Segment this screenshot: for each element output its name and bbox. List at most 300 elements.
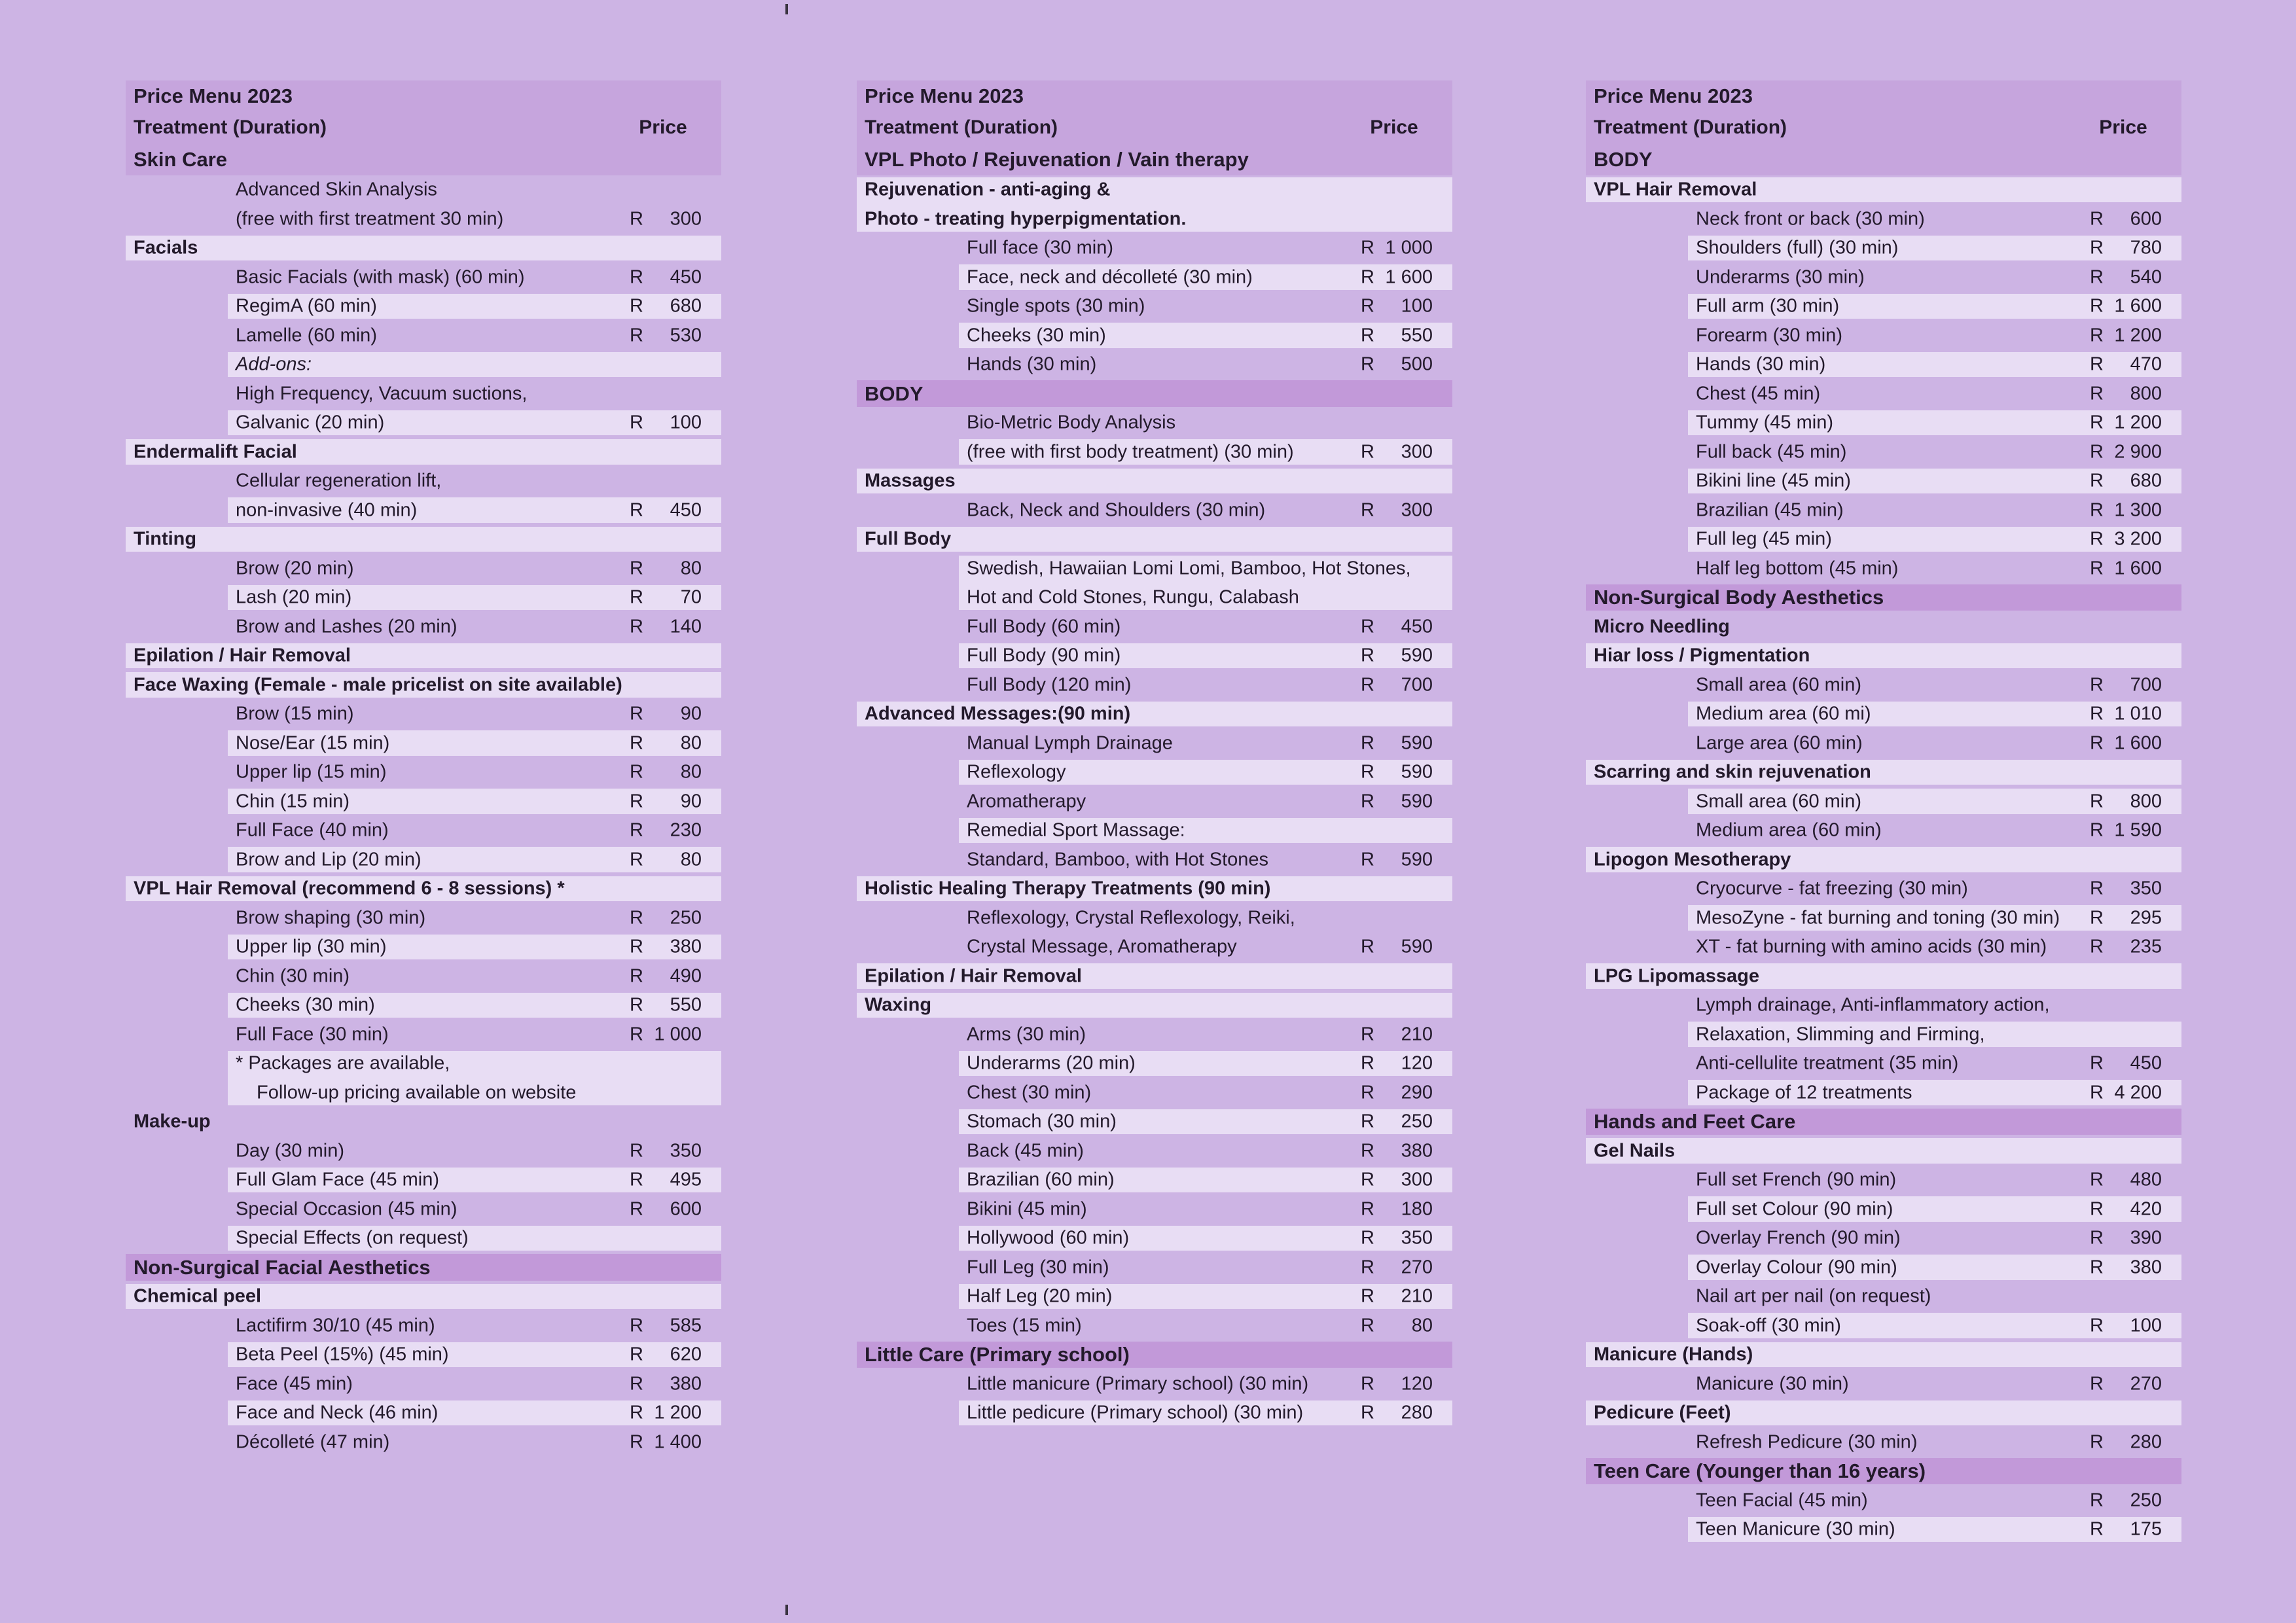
treatment-row [126, 1311, 721, 1340]
price-value: 1 600 [1385, 266, 1433, 288]
row-label: Make-up [134, 1111, 211, 1132]
row-label: Brow and Lashes (20 min) [236, 616, 457, 637]
treatment-row [857, 1020, 1452, 1049]
price-value: 250 [670, 907, 702, 929]
treatment-row [857, 583, 1452, 613]
row-label: Brow (15 min) [236, 703, 354, 724]
row-label: VPL Hair Removal (recommend 6 - 8 sessions) * [134, 878, 565, 899]
price-cell [1361, 674, 1433, 696]
treatment-row [1586, 903, 2181, 933]
price-value: 80 [680, 849, 702, 870]
price-currency: R [2090, 1198, 2104, 1220]
price-cell [1361, 1373, 1433, 1395]
price-value: 175 [2130, 1518, 2162, 1540]
subhead-row [1586, 1136, 2181, 1166]
price-cell [630, 849, 702, 870]
treatment-row [1586, 933, 2181, 962]
price-cell [1361, 1198, 1433, 1220]
price-value: 495 [670, 1169, 702, 1190]
price-currency: R [630, 849, 643, 870]
price-currency: R [2090, 1169, 2104, 1190]
row-label: Hands (30 min) [1696, 353, 1826, 375]
row-label: (free with first treatment 30 min) [236, 208, 504, 230]
row-label: (free with first body treatment) (30 min) [967, 441, 1294, 463]
price-currency: R [2090, 791, 2104, 812]
price-value: 620 [670, 1344, 702, 1365]
price-cell [630, 208, 702, 230]
row-label: Standard, Bamboo, with Hot Stones [967, 849, 1269, 870]
price-currency: R [1361, 761, 1374, 783]
price-cell [630, 1169, 702, 1191]
row-label: Manicure (30 min) [1696, 1373, 1849, 1395]
row-highlight-band [857, 993, 1452, 1018]
section-row [857, 379, 1452, 408]
subhead-row [1586, 758, 2181, 787]
treatment-row [126, 1340, 721, 1370]
treatment-column-label: Treatment (Duration) [134, 116, 327, 139]
price-cell [1361, 936, 1433, 958]
row-label: Special Occasion (45 min) [236, 1198, 457, 1220]
price-cell [1361, 238, 1433, 259]
subhead-row [857, 700, 1452, 729]
price-value: 680 [670, 295, 702, 317]
treatment-row [1586, 350, 2181, 380]
row-label: Rejuvenation - anti-aging & [865, 179, 1111, 200]
price-cell [2090, 1169, 2162, 1191]
treatment-row [857, 787, 1452, 816]
row-label: Hollywood (60 min) [967, 1227, 1130, 1249]
row-label: Bikini line (45 min) [1696, 470, 1851, 491]
price-value: 700 [1401, 674, 1433, 696]
price-cell [1361, 1111, 1433, 1133]
subhead-row [1586, 1399, 2181, 1428]
subhead-row [857, 204, 1452, 234]
price-value: 80 [680, 732, 702, 754]
subhead-row [126, 234, 721, 263]
treatment-row [857, 933, 1452, 962]
treatment-row [1586, 1049, 2181, 1079]
row-label: Full Face (30 min) [236, 1024, 389, 1045]
price-currency: R [630, 412, 643, 433]
price-cell [1361, 296, 1433, 317]
price-currency: R [1361, 1402, 1374, 1423]
section-row [1586, 1107, 2181, 1137]
price-currency: R [1361, 499, 1374, 521]
price-value: 2 900 [2114, 441, 2162, 463]
price-cell [630, 791, 702, 812]
crop-mark-top [785, 4, 788, 14]
row-label: Massages [865, 470, 956, 491]
row-label: Micro Needling [1594, 616, 1730, 637]
price-currency: R [1361, 237, 1374, 259]
subhead-row [1586, 1340, 2181, 1370]
row-label: Upper lip (30 min) [236, 936, 387, 957]
treatment-row [1586, 787, 2181, 816]
treatment-row [857, 1253, 1452, 1282]
treatment-row [126, 1166, 721, 1195]
row-label: Brow and Lip (20 min) [236, 849, 422, 870]
subhead-row [857, 467, 1452, 496]
price-value: 680 [2130, 470, 2162, 491]
price-cell [2090, 471, 2162, 492]
price-value: 290 [1401, 1082, 1433, 1103]
price-currency: R [630, 994, 643, 1016]
price-cell [1361, 354, 1433, 376]
price-cell [630, 587, 702, 609]
row-label: Arms (30 min) [967, 1024, 1086, 1045]
treatment-row [126, 728, 721, 758]
price-cell [2090, 1489, 2162, 1511]
price-cell [630, 1402, 702, 1424]
treatment-row [126, 321, 721, 350]
price-cell [2090, 441, 2162, 463]
price-currency: R [630, 1315, 643, 1336]
price-cell [2090, 791, 2162, 812]
row-label: Galvanic (20 min) [236, 412, 385, 433]
treatment-row [857, 437, 1452, 467]
price-cell [1361, 1286, 1433, 1308]
price-value: 800 [2130, 383, 2162, 404]
section-row [857, 1340, 1452, 1370]
price-cell [2090, 1519, 2162, 1541]
row-label: Full Leg (30 min) [967, 1257, 1109, 1278]
row-label: High Frequency, Vacuum suctions, [236, 383, 528, 404]
price-currency: R [1361, 1257, 1374, 1278]
subhead-row [126, 1107, 721, 1137]
price-value: 350 [1401, 1227, 1433, 1249]
price-currency: R [1361, 325, 1374, 346]
row-label: Chest (30 min) [967, 1082, 1092, 1103]
row-label: Pedicure (Feet) [1594, 1402, 1731, 1423]
price-value: 1 600 [2114, 558, 2162, 579]
row-label: Soak-off (30 min) [1696, 1315, 1841, 1336]
row-label: Package of 12 treatments [1696, 1082, 1912, 1103]
row-label: Overlay Colour (90 min) [1696, 1257, 1897, 1278]
treatment-row [1586, 204, 2181, 234]
price-currency: R [1361, 616, 1374, 637]
treatment-row [1586, 728, 2181, 758]
price-value: 590 [1401, 761, 1433, 783]
price-value: 800 [2130, 791, 2162, 812]
treatment-row [126, 1427, 721, 1457]
price-currency: R [630, 325, 643, 346]
treatment-row [1586, 495, 2181, 525]
column-header [126, 80, 721, 175]
row-label: Full Body (120 min) [967, 674, 1132, 696]
price-cell [630, 412, 702, 434]
row-label: XT - fat burning with amino acids (30 min) [1696, 936, 2047, 957]
treatment-row [1586, 816, 2181, 846]
price-currency: R [1361, 674, 1374, 696]
price-value: 1 000 [654, 1024, 702, 1045]
price-cell [630, 1024, 702, 1045]
price-currency: R [630, 1344, 643, 1365]
price-cell [2090, 1198, 2162, 1220]
price-cell [630, 499, 702, 521]
row-label: Large area (60 min) [1696, 732, 1863, 754]
price-value: 585 [670, 1315, 702, 1336]
treatment-row [126, 961, 721, 991]
treatment-row [857, 670, 1452, 700]
price-currency: R [630, 558, 643, 579]
subhead-row [126, 641, 721, 671]
price-value: 450 [2130, 1052, 2162, 1074]
price-currency: R [630, 1024, 643, 1045]
row-label: Chin (15 min) [236, 791, 350, 812]
row-label: Nose/Ear (15 min) [236, 732, 390, 754]
subhead-row [1586, 845, 2181, 874]
price-cell [1361, 1257, 1433, 1278]
row-label: Endermalift Facial [134, 441, 297, 463]
row-highlight-band [1586, 1138, 2181, 1164]
price-currency: R [1361, 1052, 1374, 1074]
price-column-label: Price [1370, 116, 1418, 139]
price-value: 100 [1401, 295, 1433, 317]
row-label: Full set French (90 min) [1696, 1169, 1897, 1190]
row-highlight-band [126, 527, 721, 552]
price-value: 1 600 [2114, 732, 2162, 754]
treatment-row [857, 554, 1452, 583]
price-currency: R [630, 965, 643, 987]
price-currency: R [2090, 878, 2104, 899]
treatment-column-label: Treatment (Duration) [1594, 116, 1787, 139]
row-label: Face and Neck (46 min) [236, 1402, 439, 1423]
price-value: 600 [2130, 208, 2162, 230]
price-value: 1 000 [1385, 237, 1433, 259]
treatment-row [1586, 874, 2181, 904]
treatment-row [857, 408, 1452, 438]
subhead-row [1586, 175, 2181, 205]
price-value: 100 [670, 412, 702, 433]
section-row [1586, 1457, 2181, 1486]
subhead-row [1586, 641, 2181, 671]
price-cell [630, 558, 702, 579]
treatment-row [126, 1136, 721, 1166]
row-label: VPL Hair Removal [1594, 179, 1757, 200]
treatment-row [126, 467, 721, 496]
treatment-row [126, 1049, 721, 1079]
price-currency: R [2090, 353, 2104, 375]
price-value: 4 200 [2114, 1082, 2162, 1103]
row-label: Cheeks (30 min) [967, 325, 1106, 346]
price-value: 450 [1401, 616, 1433, 637]
row-label: Medium area (60 min) [1696, 819, 1882, 841]
treatment-row [1586, 1166, 2181, 1195]
treatment-row [1586, 234, 2181, 263]
row-label: Décolleté (47 min) [236, 1431, 390, 1453]
price-currency: R [2090, 295, 2104, 317]
subhead-row [857, 525, 1452, 554]
price-cell [630, 965, 702, 987]
price-cell [1361, 1024, 1433, 1045]
price-value: 420 [2130, 1198, 2162, 1220]
price-currency: R [1361, 353, 1374, 375]
price-currency: R [2090, 470, 2104, 491]
row-label: Beta Peel (15%) (45 min) [236, 1344, 449, 1365]
price-currency: R [1361, 1227, 1374, 1249]
price-value: 380 [1401, 1140, 1433, 1162]
price-cell [630, 616, 702, 637]
row-label: Small area (60 min) [1696, 674, 1862, 696]
row-label: Underarms (20 min) [967, 1052, 1136, 1074]
price-value: 280 [1401, 1402, 1433, 1423]
price-value: 270 [2130, 1373, 2162, 1395]
treatment-row [857, 1194, 1452, 1224]
subhead-row [1586, 961, 2181, 991]
price-currency: R [2090, 1257, 2104, 1278]
subhead-row [857, 961, 1452, 991]
price-cell [630, 820, 702, 842]
price-value: 780 [2130, 237, 2162, 259]
price-cell [1361, 1315, 1433, 1336]
price-value: 210 [1401, 1285, 1433, 1307]
row-label: Swedish, Hawaiian Lomi Lomi, Bamboo, Hot Stones, [967, 558, 1411, 579]
row-label: Face, neck and décolleté (30 min) [967, 266, 1253, 288]
price-currency: R [1361, 849, 1374, 870]
price-value: 590 [1401, 732, 1433, 754]
price-value: 300 [670, 208, 702, 230]
subhead-row [1586, 612, 2181, 641]
treatment-row [857, 292, 1452, 321]
treatment-row [857, 495, 1452, 525]
treatment-row [1586, 1020, 2181, 1049]
price-currency: R [2090, 674, 2104, 696]
category-title: Skin Care [134, 147, 228, 171]
price-cell [630, 732, 702, 754]
price-currency: R [2090, 1227, 2104, 1249]
treatment-row [126, 175, 721, 205]
price-cell [1361, 849, 1433, 870]
subhead-row [857, 874, 1452, 904]
price-cell [630, 936, 702, 958]
price-value: 280 [2130, 1431, 2162, 1453]
price-cell [2090, 936, 2162, 958]
price-value: 70 [680, 586, 702, 608]
treatment-row [857, 1107, 1452, 1137]
crop-mark-bottom [785, 1605, 788, 1615]
treatment-row [1586, 670, 2181, 700]
price-value: 1 200 [2114, 412, 2162, 433]
treatment-row [1586, 1078, 2181, 1107]
treatment-row [857, 845, 1452, 874]
price-value: 250 [2130, 1489, 2162, 1511]
price-currency: R [630, 761, 643, 783]
row-label: Lymph drainage, Anti-inflammatory action, [1696, 994, 2050, 1016]
row-label: Lipogon Mesotherapy [1594, 849, 1791, 870]
subhead-row [126, 670, 721, 700]
row-label: Chemical peel [134, 1285, 262, 1307]
treatment-row [1586, 554, 2181, 583]
treatment-row [1586, 437, 2181, 467]
price-value: 1 400 [654, 1431, 702, 1453]
row-label: Brow (20 min) [236, 558, 354, 579]
row-label: Full Body (60 min) [967, 616, 1121, 637]
row-label: Hands and Feet Care [1594, 1110, 1796, 1133]
treatment-row [126, 204, 721, 234]
treatment-row [126, 758, 721, 787]
price-value: 1 590 [2114, 819, 2162, 841]
price-value: 480 [2130, 1169, 2162, 1190]
price-currency: R [630, 586, 643, 608]
price-value: 470 [2130, 353, 2162, 375]
price-cell [2090, 558, 2162, 579]
row-label: Day (30 min) [236, 1140, 344, 1162]
row-label: Basic Facials (with mask) (60 min) [236, 266, 525, 288]
price-cell [2090, 674, 2162, 696]
row-label: Non-Surgical Body Aesthetics [1594, 586, 1884, 609]
price-cell [630, 995, 702, 1016]
price-currency: R [2090, 499, 2104, 521]
row-label: Waxing [865, 994, 932, 1016]
price-cell [1361, 499, 1433, 521]
treatment-row [1586, 467, 2181, 496]
price-value: 235 [2130, 936, 2162, 957]
treatment-row [857, 1166, 1452, 1195]
price-cell [630, 762, 702, 783]
price-value: 1 200 [654, 1402, 702, 1423]
row-label: Medium area (60 mi) [1696, 703, 1871, 724]
treatment-row [126, 1194, 721, 1224]
treatment-row [126, 816, 721, 846]
price-currency: R [2090, 907, 2104, 929]
treatment-row [857, 1049, 1452, 1079]
price-currency: R [630, 266, 643, 288]
price-currency: R [1361, 732, 1374, 754]
row-label: Scarring and skin rejuvenation [1594, 761, 1871, 783]
row-label: Lamelle (60 min) [236, 325, 377, 346]
row-label: Overlay French (90 min) [1696, 1227, 1901, 1249]
row-label: Little pedicure (Primary school) (30 min) [967, 1402, 1304, 1423]
price-cell [2090, 907, 2162, 929]
price-cell [2090, 529, 2162, 550]
row-label: Teen Manicure (30 min) [1696, 1518, 1895, 1540]
price-cell [1361, 762, 1433, 783]
price-value: 550 [1401, 325, 1433, 346]
row-label: Epilation / Hair Removal [134, 645, 351, 666]
price-cell [2090, 296, 2162, 317]
price-cell [1361, 266, 1433, 288]
row-label: Underarms (30 min) [1696, 266, 1865, 288]
row-label: Brow shaping (30 min) [236, 907, 426, 929]
row-label: Remedial Sport Massage: [967, 819, 1185, 841]
price-currency: R [2090, 1052, 2104, 1074]
price-currency: R [2090, 1315, 2104, 1336]
menu-title: Price Menu 2023 [134, 84, 293, 108]
treatment-row [1586, 991, 2181, 1020]
price-value: 270 [1401, 1257, 1433, 1278]
row-label: Hiar loss / Pigmentation [1594, 645, 1810, 666]
price-value: 380 [2130, 1257, 2162, 1278]
subhead-row [126, 525, 721, 554]
price-value: 90 [680, 703, 702, 724]
price-currency: R [630, 791, 643, 812]
section-row [126, 1253, 721, 1282]
price-currency: R [1361, 1285, 1374, 1307]
price-cell [1361, 1169, 1433, 1191]
treatment-row [857, 1078, 1452, 1107]
price-value: 1 200 [2114, 325, 2162, 346]
price-value: 140 [670, 616, 702, 637]
row-label: Face Waxing (Female - male pricelist on site available) [134, 674, 622, 696]
treatment-row [1586, 1369, 2181, 1399]
subhead-row [126, 1282, 721, 1311]
price-currency: R [1361, 1082, 1374, 1103]
row-label: Refresh Pedicure (30 min) [1696, 1431, 1918, 1453]
treatment-row [857, 641, 1452, 671]
row-label: Face (45 min) [236, 1373, 353, 1395]
treatment-row [1586, 1486, 2181, 1515]
treatment-row [857, 816, 1452, 846]
